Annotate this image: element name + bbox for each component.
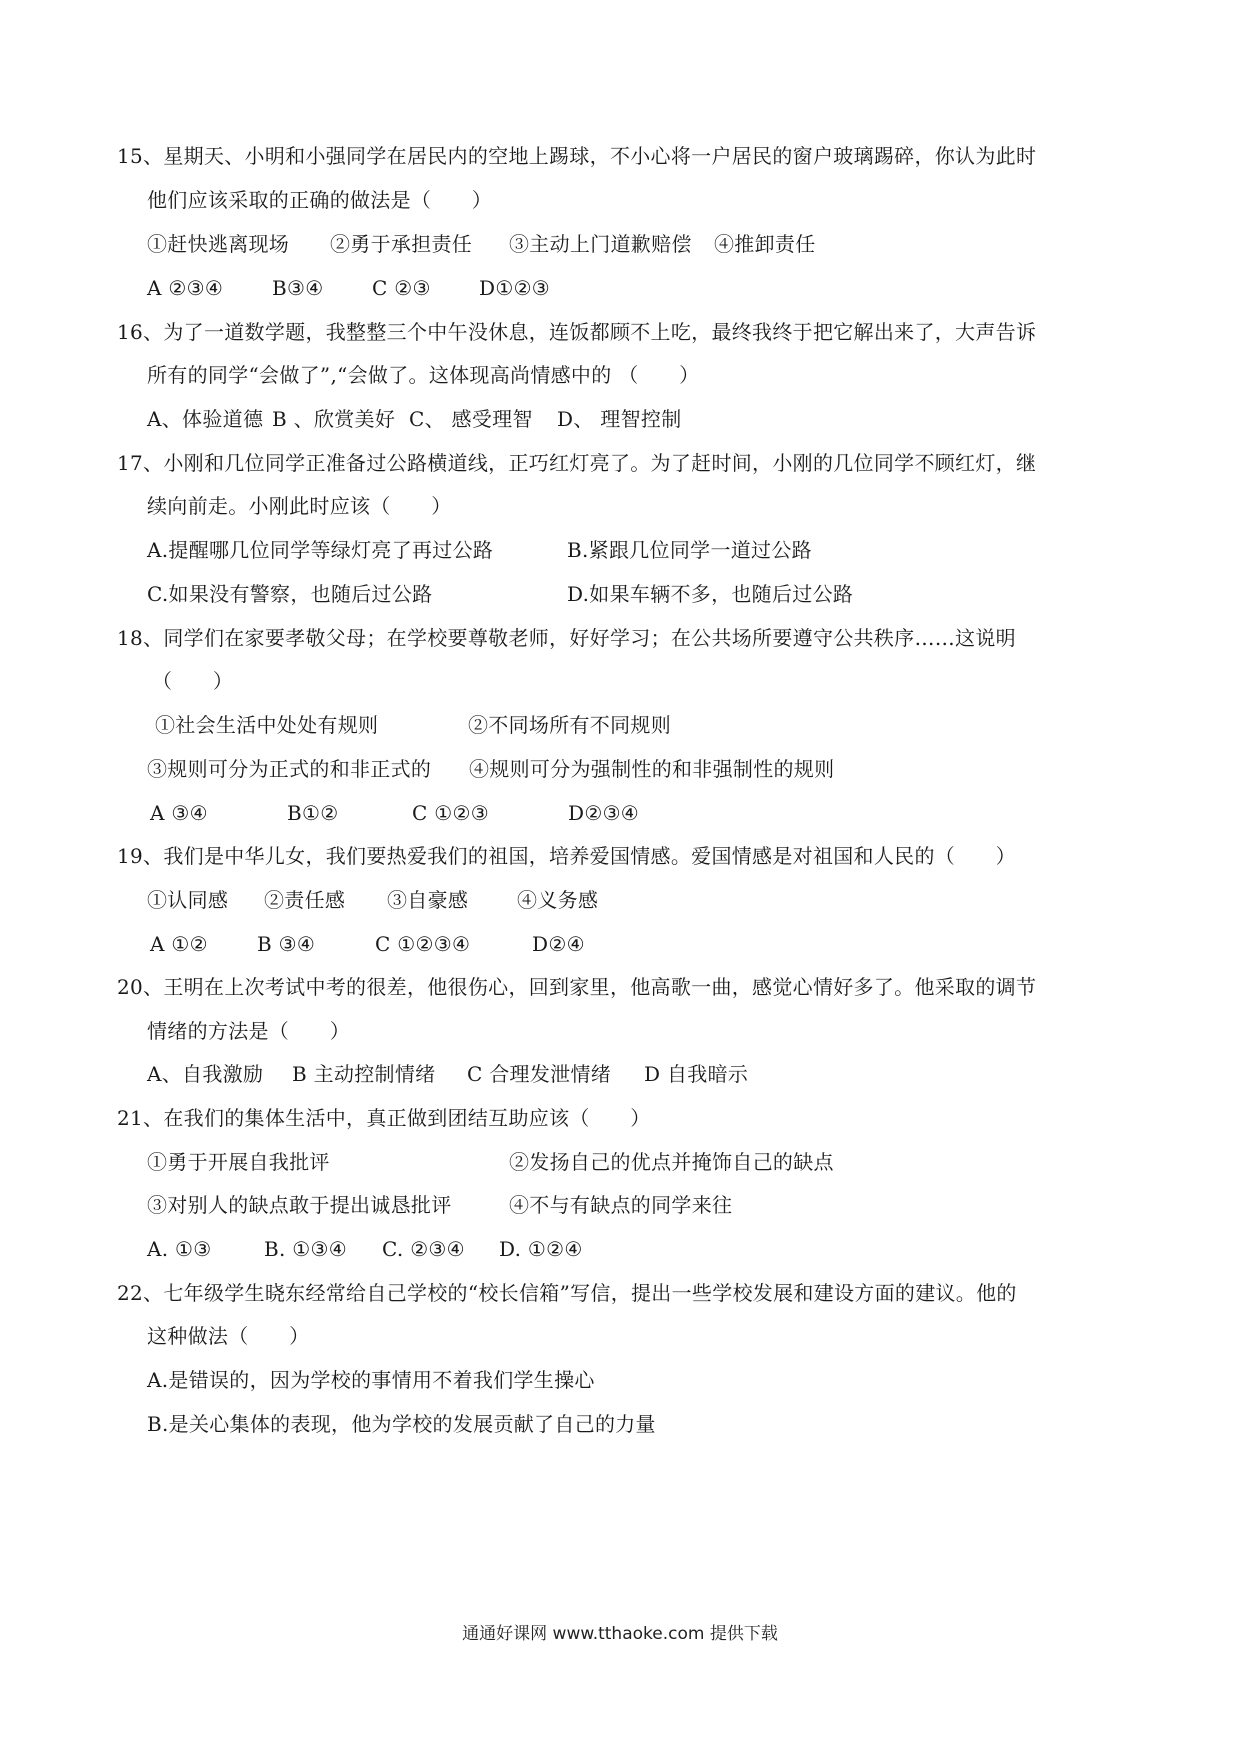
q20-stem-line2: 情绪的方法是（ ） bbox=[147, 1019, 350, 1043]
q15-stem-line1: 15、星期天、小明和小强同学在居民内的空地上踢球，不小心将一户居民的窗户玻璃踢碎，你认为此时 bbox=[117, 144, 1037, 168]
page-footer: 通通好课网 www.tthaoke.com 提供下载 bbox=[462, 1624, 778, 1644]
q19-item-3: ③自豪感 bbox=[387, 888, 469, 912]
q21-item-4: ④不与有缺点的同学来往 bbox=[509, 1193, 733, 1217]
q15-choice-b: B③④ bbox=[272, 276, 324, 300]
q18-choice-b: B①② bbox=[287, 801, 339, 825]
q18-choice-c: C ①②③ bbox=[412, 801, 489, 825]
q19-choice-c: C ①②③④ bbox=[375, 932, 471, 956]
q15-item-2: ②勇于承担责任 bbox=[330, 232, 473, 256]
q21-stem-line1: 21、在我们的集体生活中，真正做到团结互助应该（ ） bbox=[117, 1106, 651, 1130]
q21-choice-b: B. ①③④ bbox=[264, 1237, 348, 1261]
q18-stem-line2: （ ） bbox=[152, 669, 234, 693]
q22-choice-b: B.是关心集体的表现，他为学校的发展贡献了自己的力量 bbox=[147, 1412, 656, 1436]
q22-choice-a: A.是错误的，因为学校的事情用不着我们学生操心 bbox=[147, 1368, 595, 1392]
q19-choice-d: D②④ bbox=[532, 932, 585, 956]
q19-choice-a: A ①② bbox=[150, 932, 208, 956]
q21-choice-a: A. ①③ bbox=[147, 1237, 212, 1261]
q21-choice-d: D. ①②④ bbox=[499, 1237, 583, 1261]
q15-choice-d: D①②③ bbox=[479, 276, 551, 300]
q18-item-1: ①社会生活中处处有规则 bbox=[155, 713, 379, 737]
q19-stem-line1: 19、我们是中华儿女，我们要热爱我们的祖国，培养爱国情感。爱国情感是对祖国和人民的（ ） bbox=[117, 844, 1016, 868]
q16-choice-b: B 、欣赏美好 bbox=[272, 407, 396, 431]
q16-choice-d: D、 理智控制 bbox=[557, 407, 682, 431]
q22-stem-line2: 这种做法（ ） bbox=[147, 1324, 310, 1348]
q19-item-1: ①认同感 bbox=[147, 888, 229, 912]
q15-stem-line2: 他们应该采取的正确的做法是（ ） bbox=[147, 188, 493, 212]
q21-item-1: ①勇于开展自我批评 bbox=[147, 1150, 330, 1174]
q15-item-1: ①赶快逃离现场 bbox=[147, 232, 290, 256]
q16-choice-a: A、体验道德 bbox=[147, 407, 264, 431]
q15-choice-a: A ②③④ bbox=[147, 276, 224, 300]
q22-stem-line1: 22、七年级学生晓东经常给自己学校的“校长信箱”写信，提出一些学校发展和建设方面的建议。他的 bbox=[117, 1281, 1017, 1305]
q15-item-3: ③主动上门道歉赔偿 bbox=[509, 232, 692, 256]
q17-stem-line1: 17、小刚和几位同学正准备过公路横道线，正巧红灯亮了。为了赶时间，小刚的几位同学不顾红灯，继 bbox=[117, 451, 1037, 475]
q16-stem-line2: 所有的同学“会做了”,“会做了。这体现高尚情感中的 （ ） bbox=[147, 363, 700, 387]
q19-item-4: ④义务感 bbox=[517, 888, 599, 912]
q20-stem-line1: 20、王明在上次考试中考的很差，他很伤心，回到家里，他高歌一曲，感觉心情好多了。他采取的调节 bbox=[117, 975, 1037, 999]
q21-item-2: ②发扬自己的优点并掩饰自己的缺点 bbox=[509, 1150, 834, 1174]
q21-item-3: ③对别人的缺点敢于提出诚恳批评 bbox=[147, 1193, 452, 1217]
q21-choice-c: C. ②③④ bbox=[382, 1237, 465, 1261]
q19-choice-b: B ③④ bbox=[257, 932, 316, 956]
q17-choice-b: B.紧跟几位同学一道过公路 bbox=[567, 538, 812, 562]
q18-choice-d: D②③④ bbox=[568, 801, 640, 825]
q17-choice-d: D.如果车辆不多，也随后过公路 bbox=[567, 582, 854, 606]
q20-choice-a: A、自我激励 bbox=[147, 1062, 264, 1086]
q20-choice-b: B 主动控制情绪 bbox=[292, 1062, 436, 1086]
q18-item-3: ③规则可分为正式的和非正式的 bbox=[147, 757, 432, 781]
q20-choice-c: C 合理发泄情绪 bbox=[467, 1062, 612, 1086]
q18-stem-line1: 18、同学们在家要孝敬父母；在学校要尊敬老师，好好学习；在公共场所要遵守公共秩序……这说明 bbox=[117, 626, 1016, 650]
q17-choice-c: C.如果没有警察，也随后过公路 bbox=[147, 582, 433, 606]
q20-choice-d: D 自我暗示 bbox=[644, 1062, 749, 1086]
q17-choice-a: A.提醒哪几位同学等绿灯亮了再过公路 bbox=[147, 538, 494, 562]
q18-choice-a: A ③④ bbox=[150, 801, 208, 825]
q19-item-2: ②责任感 bbox=[264, 888, 346, 912]
q15-item-4: ④推卸责任 bbox=[714, 232, 816, 256]
q16-stem-line1: 16、为了一道数学题，我整整三个中午没休息，连饭都顾不上吃，最终我终于把它解出来了，大声告诉 bbox=[117, 320, 1037, 344]
q17-stem-line2: 续向前走。小刚此时应该（ ） bbox=[147, 494, 452, 518]
q18-item-2: ②不同场所有不同规则 bbox=[468, 713, 671, 737]
q15-choice-c: C ②③ bbox=[372, 276, 431, 300]
q16-choice-c: C、 感受理智 bbox=[409, 407, 533, 431]
q18-item-4: ④规则可分为强制性的和非强制性的规则 bbox=[469, 757, 835, 781]
